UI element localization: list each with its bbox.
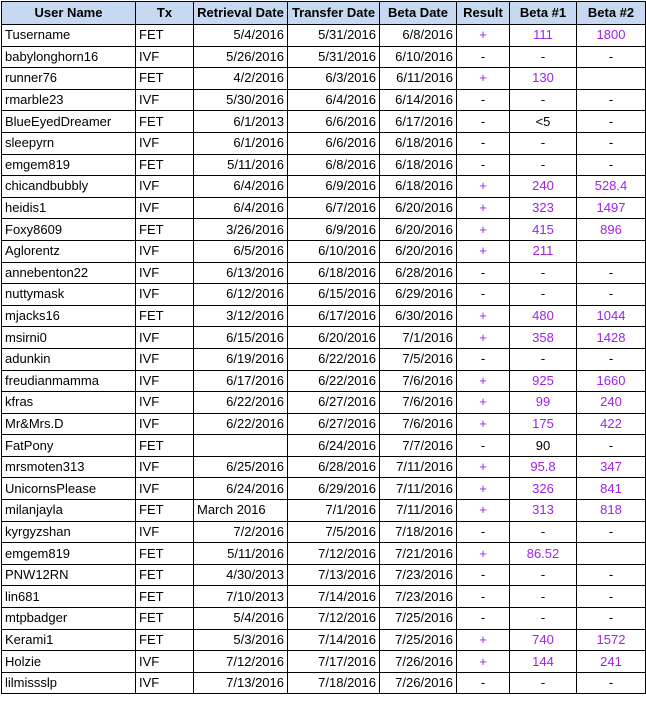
- beta-1-cell[interactable]: -: [510, 564, 577, 586]
- tx-cell[interactable]: IVF: [136, 651, 194, 673]
- tx-cell[interactable]: IVF: [136, 521, 194, 543]
- retrieval-date-cell[interactable]: 5/11/2016: [194, 543, 288, 565]
- tx-cell[interactable]: IVF: [136, 456, 194, 478]
- retrieval-date-cell[interactable]: 7/12/2016: [194, 651, 288, 673]
- transfer-date-cell[interactable]: 7/12/2016: [288, 543, 380, 565]
- result-cell[interactable]: +: [457, 25, 510, 47]
- retrieval-date-cell[interactable]: 7/10/2013: [194, 586, 288, 608]
- beta-2-cell[interactable]: -: [577, 111, 646, 133]
- transfer-date-cell[interactable]: 7/14/2016: [288, 629, 380, 651]
- beta-1-cell[interactable]: -: [510, 586, 577, 608]
- result-cell[interactable]: -: [457, 608, 510, 630]
- beta-1-cell[interactable]: 925: [510, 370, 577, 392]
- retrieval-date-cell[interactable]: 6/5/2016: [194, 240, 288, 262]
- table-row: [2, 456, 646, 478]
- header-beta-date[interactable]: Beta Date: [380, 2, 457, 25]
- table-row: [2, 197, 646, 219]
- table-row: [2, 413, 646, 435]
- result-cell[interactable]: -: [457, 46, 510, 68]
- tx-cell[interactable]: FET: [136, 154, 194, 176]
- tx-cell[interactable]: FET: [136, 629, 194, 651]
- beta-2-cell[interactable]: -: [577, 154, 646, 176]
- table-row: [2, 46, 646, 68]
- header-result[interactable]: Result: [457, 2, 510, 25]
- tx-cell[interactable]: FET: [136, 586, 194, 608]
- table-row: [2, 521, 646, 543]
- retrieval-date-cell[interactable]: 5/30/2016: [194, 89, 288, 111]
- transfer-date-cell[interactable]: 5/31/2016: [288, 25, 380, 47]
- tx-cell[interactable]: IVF: [136, 672, 194, 694]
- beta-2-cell[interactable]: [577, 68, 646, 90]
- beta-2-cell[interactable]: [577, 240, 646, 262]
- tx-cell[interactable]: IVF: [136, 478, 194, 500]
- retrieval-date-cell[interactable]: 6/13/2016: [194, 262, 288, 284]
- tx-cell[interactable]: FET: [136, 543, 194, 565]
- result-cell[interactable]: +: [457, 456, 510, 478]
- table-row: [2, 305, 646, 327]
- user-name-cell[interactable]: nuttymask: [2, 284, 136, 306]
- retrieval-date-cell[interactable]: 4/2/2016: [194, 68, 288, 90]
- beta-date-cell[interactable]: 7/6/2016: [380, 370, 457, 392]
- transfer-date-cell[interactable]: 7/14/2016: [288, 586, 380, 608]
- beta-date-cell[interactable]: 7/7/2016: [380, 435, 457, 457]
- beta-1-cell[interactable]: -: [510, 262, 577, 284]
- retrieval-date-cell[interactable]: 6/17/2016: [194, 370, 288, 392]
- beta-1-cell[interactable]: 90: [510, 435, 577, 457]
- header-user-name[interactable]: User Name: [2, 2, 136, 25]
- beta-2-cell[interactable]: 422: [577, 413, 646, 435]
- retrieval-date-cell[interactable]: 6/1/2013: [194, 111, 288, 133]
- result-cell[interactable]: +: [457, 327, 510, 349]
- result-cell[interactable]: +: [457, 413, 510, 435]
- beta-date-cell[interactable]: 6/8/2016: [380, 25, 457, 47]
- retrieval-date-cell[interactable]: 6/22/2016: [194, 413, 288, 435]
- beta-1-cell[interactable]: -: [510, 348, 577, 370]
- tx-cell[interactable]: IVF: [136, 89, 194, 111]
- beta-2-cell[interactable]: 1800: [577, 25, 646, 47]
- beta-date-cell[interactable]: 7/26/2016: [380, 672, 457, 694]
- transfer-date-cell[interactable]: 7/5/2016: [288, 521, 380, 543]
- beta-1-cell[interactable]: 313: [510, 500, 577, 522]
- tx-cell[interactable]: FET: [136, 25, 194, 47]
- user-name-cell[interactable]: babylonghorn16: [2, 46, 136, 68]
- user-name-cell[interactable]: emgem819: [2, 543, 136, 565]
- beta-1-cell[interactable]: -: [510, 672, 577, 694]
- header-row: [2, 2, 646, 25]
- transfer-date-cell[interactable]: 6/20/2016: [288, 327, 380, 349]
- user-name-cell[interactable]: kyrgyzshan: [2, 521, 136, 543]
- transfer-date-cell[interactable]: 6/28/2016: [288, 456, 380, 478]
- beta-2-cell[interactable]: -: [577, 608, 646, 630]
- retrieval-date-cell[interactable]: 6/1/2016: [194, 132, 288, 154]
- user-name-cell[interactable]: UnicornsPlease: [2, 478, 136, 500]
- beta-2-cell[interactable]: 1044: [577, 305, 646, 327]
- user-name-cell[interactable]: PNW12RN: [2, 564, 136, 586]
- beta-date-cell[interactable]: 6/20/2016: [380, 240, 457, 262]
- user-name-cell[interactable]: freudianmamma: [2, 370, 136, 392]
- tx-cell[interactable]: IVF: [136, 327, 194, 349]
- tx-cell[interactable]: IVF: [136, 284, 194, 306]
- table-row: [2, 435, 646, 457]
- result-cell[interactable]: +: [457, 651, 510, 673]
- header-beta-2[interactable]: Beta #2: [577, 2, 646, 25]
- beta-1-cell[interactable]: 86.52: [510, 543, 577, 565]
- result-cell[interactable]: -: [457, 435, 510, 457]
- tx-cell[interactable]: IVF: [136, 262, 194, 284]
- tx-cell[interactable]: IVF: [136, 176, 194, 198]
- beta-1-cell[interactable]: 740: [510, 629, 577, 651]
- result-cell[interactable]: +: [457, 629, 510, 651]
- beta-date-cell[interactable]: 7/11/2016: [380, 500, 457, 522]
- result-cell[interactable]: -: [457, 111, 510, 133]
- result-cell[interactable]: +: [457, 197, 510, 219]
- user-name-cell[interactable]: rmarble23: [2, 89, 136, 111]
- beta-2-cell[interactable]: 896: [577, 219, 646, 241]
- beta-date-cell[interactable]: 6/18/2016: [380, 176, 457, 198]
- result-cell[interactable]: +: [457, 240, 510, 262]
- beta-date-cell[interactable]: 7/25/2016: [380, 629, 457, 651]
- beta-date-cell[interactable]: 6/14/2016: [380, 89, 457, 111]
- retrieval-date-cell[interactable]: 3/26/2016: [194, 219, 288, 241]
- beta-date-cell[interactable]: 7/26/2016: [380, 651, 457, 673]
- beta-1-cell[interactable]: -: [510, 132, 577, 154]
- beta-1-cell[interactable]: -: [510, 154, 577, 176]
- table-row: [2, 543, 646, 565]
- tx-cell[interactable]: IVF: [136, 413, 194, 435]
- beta-date-cell[interactable]: 6/11/2016: [380, 68, 457, 90]
- user-name-cell[interactable]: runner76: [2, 68, 136, 90]
- beta-1-cell[interactable]: 358: [510, 327, 577, 349]
- result-cell[interactable]: -: [457, 132, 510, 154]
- transfer-date-cell[interactable]: 6/3/2016: [288, 68, 380, 90]
- beta-2-cell[interactable]: -: [577, 564, 646, 586]
- beta-1-cell[interactable]: 95.8: [510, 456, 577, 478]
- table-row: [2, 176, 646, 198]
- transfer-date-cell[interactable]: 6/6/2016: [288, 111, 380, 133]
- user-name-cell[interactable]: emgem819: [2, 154, 136, 176]
- beta-date-cell[interactable]: 7/18/2016: [380, 521, 457, 543]
- result-cell[interactable]: -: [457, 262, 510, 284]
- transfer-date-cell[interactable]: 5/31/2016: [288, 46, 380, 68]
- beta-1-cell[interactable]: 211: [510, 240, 577, 262]
- beta-2-cell[interactable]: 1660: [577, 370, 646, 392]
- transfer-date-cell[interactable]: 7/18/2016: [288, 672, 380, 694]
- beta-date-cell[interactable]: 6/28/2016: [380, 262, 457, 284]
- tx-cell[interactable]: FET: [136, 500, 194, 522]
- table-row: [2, 672, 646, 694]
- table-row: [2, 284, 646, 306]
- beta-2-cell[interactable]: -: [577, 435, 646, 457]
- transfer-date-cell[interactable]: 6/4/2016: [288, 89, 380, 111]
- beta-1-cell[interactable]: 144: [510, 651, 577, 673]
- result-cell[interactable]: +: [457, 392, 510, 414]
- beta-1-cell[interactable]: -: [510, 46, 577, 68]
- table-row: [2, 89, 646, 111]
- retrieval-date-cell[interactable]: 6/19/2016: [194, 348, 288, 370]
- tx-cell[interactable]: FET: [136, 564, 194, 586]
- beta-2-cell[interactable]: 818: [577, 500, 646, 522]
- beta-2-cell[interactable]: -: [577, 132, 646, 154]
- transfer-date-cell[interactable]: 7/12/2016: [288, 608, 380, 630]
- beta-date-cell[interactable]: 7/1/2016: [380, 327, 457, 349]
- tx-cell[interactable]: IVF: [136, 197, 194, 219]
- beta-1-cell[interactable]: 99: [510, 392, 577, 414]
- beta-2-cell[interactable]: -: [577, 521, 646, 543]
- table-row: [2, 327, 646, 349]
- user-name-cell[interactable]: adunkin: [2, 348, 136, 370]
- beta-date-cell[interactable]: 6/10/2016: [380, 46, 457, 68]
- table-row: [2, 564, 646, 586]
- transfer-date-cell[interactable]: 6/10/2016: [288, 240, 380, 262]
- tx-cell[interactable]: FET: [136, 219, 194, 241]
- beta-2-cell[interactable]: 841: [577, 478, 646, 500]
- table-row: [2, 219, 646, 241]
- retrieval-date-cell[interactable]: [194, 435, 288, 457]
- table-row: [2, 586, 646, 608]
- retrieval-date-cell[interactable]: 6/25/2016: [194, 456, 288, 478]
- retrieval-date-cell[interactable]: 6/4/2016: [194, 176, 288, 198]
- table-row: [2, 500, 646, 522]
- result-cell[interactable]: +: [457, 478, 510, 500]
- beta-2-cell[interactable]: 1572: [577, 629, 646, 651]
- transfer-date-cell[interactable]: 6/17/2016: [288, 305, 380, 327]
- retrieval-date-cell[interactable]: 6/12/2016: [194, 284, 288, 306]
- result-cell[interactable]: -: [457, 586, 510, 608]
- retrieval-date-cell[interactable]: 4/30/2013: [194, 564, 288, 586]
- tx-cell[interactable]: IVF: [136, 46, 194, 68]
- result-cell[interactable]: -: [457, 672, 510, 694]
- tx-cell[interactable]: FET: [136, 435, 194, 457]
- table-row: [2, 240, 646, 262]
- beta-2-cell[interactable]: -: [577, 284, 646, 306]
- beta-1-cell[interactable]: 130: [510, 68, 577, 90]
- user-name-cell[interactable]: kfras: [2, 392, 136, 414]
- header-beta-1[interactable]: Beta #1: [510, 2, 577, 25]
- tx-cell[interactable]: IVF: [136, 348, 194, 370]
- beta-2-cell[interactable]: -: [577, 672, 646, 694]
- beta-date-cell[interactable]: 6/17/2016: [380, 111, 457, 133]
- beta-date-cell[interactable]: 6/29/2016: [380, 284, 457, 306]
- retrieval-date-cell[interactable]: 5/4/2016: [194, 608, 288, 630]
- transfer-date-cell[interactable]: 6/24/2016: [288, 435, 380, 457]
- result-cell[interactable]: +: [457, 219, 510, 241]
- beta-date-cell[interactable]: 7/6/2016: [380, 392, 457, 414]
- result-cell[interactable]: -: [457, 521, 510, 543]
- beta-2-cell[interactable]: 1428: [577, 327, 646, 349]
- result-cell[interactable]: +: [457, 370, 510, 392]
- beta-date-cell[interactable]: 6/20/2016: [380, 197, 457, 219]
- beta-date-cell[interactable]: 7/11/2016: [380, 478, 457, 500]
- tx-cell[interactable]: FET: [136, 305, 194, 327]
- retrieval-date-cell[interactable]: 6/15/2016: [194, 327, 288, 349]
- transfer-date-cell[interactable]: 7/17/2016: [288, 651, 380, 673]
- user-name-cell[interactable]: Tusername: [2, 25, 136, 47]
- beta-1-cell[interactable]: 326: [510, 478, 577, 500]
- retrieval-date-cell[interactable]: 7/2/2016: [194, 521, 288, 543]
- header-tx[interactable]: Tx: [136, 2, 194, 25]
- beta-2-cell[interactable]: 528.4: [577, 176, 646, 198]
- beta-1-cell[interactable]: <5: [510, 111, 577, 133]
- transfer-date-cell[interactable]: 6/6/2016: [288, 132, 380, 154]
- beta-2-cell[interactable]: -: [577, 262, 646, 284]
- transfer-date-cell[interactable]: 6/8/2016: [288, 154, 380, 176]
- retrieval-date-cell[interactable]: 6/4/2016: [194, 197, 288, 219]
- user-name-cell[interactable]: Aglorentz: [2, 240, 136, 262]
- transfer-date-cell[interactable]: 6/27/2016: [288, 413, 380, 435]
- beta-date-cell[interactable]: 7/25/2016: [380, 608, 457, 630]
- beta-2-cell[interactable]: 240: [577, 392, 646, 414]
- result-cell[interactable]: +: [457, 543, 510, 565]
- transfer-date-cell[interactable]: 6/9/2016: [288, 176, 380, 198]
- beta-date-cell[interactable]: 6/18/2016: [380, 154, 457, 176]
- beta-date-cell[interactable]: 7/21/2016: [380, 543, 457, 565]
- beta-1-cell[interactable]: 323: [510, 197, 577, 219]
- transfer-date-cell[interactable]: 7/13/2016: [288, 564, 380, 586]
- transfer-date-cell[interactable]: 6/9/2016: [288, 219, 380, 241]
- table-row: [2, 651, 646, 673]
- table-row: [2, 392, 646, 414]
- result-cell[interactable]: -: [457, 154, 510, 176]
- retrieval-date-cell[interactable]: 5/26/2016: [194, 46, 288, 68]
- beta-1-cell[interactable]: -: [510, 608, 577, 630]
- result-cell[interactable]: -: [457, 89, 510, 111]
- table-row: [2, 608, 646, 630]
- beta-2-cell[interactable]: [577, 543, 646, 565]
- header-retrieval-date[interactable]: Retrieval Date: [194, 2, 288, 25]
- beta-2-cell[interactable]: 347: [577, 456, 646, 478]
- beta-date-cell[interactable]: 7/23/2016: [380, 564, 457, 586]
- header-transfer-date[interactable]: Transfer Date: [288, 2, 380, 25]
- user-name-cell[interactable]: Mr&Mrs.D: [2, 413, 136, 435]
- beta-1-cell[interactable]: 415: [510, 219, 577, 241]
- user-name-cell[interactable]: msirni0: [2, 327, 136, 349]
- beta-1-cell[interactable]: 240: [510, 176, 577, 198]
- table-row: [2, 629, 646, 651]
- beta-1-cell[interactable]: -: [510, 284, 577, 306]
- beta-2-cell[interactable]: 241: [577, 651, 646, 673]
- table-row: [2, 68, 646, 90]
- table-row: [2, 132, 646, 154]
- user-name-cell[interactable]: BlueEyedDreamer: [2, 111, 136, 133]
- tx-cell[interactable]: IVF: [136, 392, 194, 414]
- table-row: [2, 25, 646, 47]
- retrieval-date-cell[interactable]: 6/22/2016: [194, 392, 288, 414]
- transfer-date-cell[interactable]: 6/15/2016: [288, 284, 380, 306]
- tx-cell[interactable]: IVF: [136, 370, 194, 392]
- result-cell[interactable]: -: [457, 348, 510, 370]
- retrieval-date-cell[interactable]: 3/12/2016: [194, 305, 288, 327]
- transfer-date-cell[interactable]: 7/1/2016: [288, 500, 380, 522]
- table-row: [2, 154, 646, 176]
- retrieval-date-cell[interactable]: 6/24/2016: [194, 478, 288, 500]
- user-name-cell[interactable]: chicandbubbly: [2, 176, 136, 198]
- result-cell[interactable]: -: [457, 284, 510, 306]
- table-row: [2, 262, 646, 284]
- result-cell[interactable]: -: [457, 564, 510, 586]
- retrieval-date-cell[interactable]: 5/3/2016: [194, 629, 288, 651]
- beta-date-cell[interactable]: 6/18/2016: [380, 132, 457, 154]
- beta-results-table: [1, 1, 646, 694]
- user-name-cell[interactable]: Foxy8609: [2, 219, 136, 241]
- transfer-date-cell[interactable]: 6/18/2016: [288, 262, 380, 284]
- table-row: [2, 370, 646, 392]
- retrieval-date-cell[interactable]: 5/11/2016: [194, 154, 288, 176]
- user-name-cell[interactable]: mtpbadger: [2, 608, 136, 630]
- result-cell[interactable]: +: [457, 176, 510, 198]
- beta-date-cell[interactable]: 7/6/2016: [380, 413, 457, 435]
- beta-2-cell[interactable]: -: [577, 89, 646, 111]
- beta-1-cell[interactable]: 111: [510, 25, 577, 47]
- user-name-cell[interactable]: lin681: [2, 586, 136, 608]
- beta-2-cell[interactable]: 1497: [577, 197, 646, 219]
- retrieval-date-cell[interactable]: 7/13/2016: [194, 672, 288, 694]
- transfer-date-cell[interactable]: 6/7/2016: [288, 197, 380, 219]
- beta-date-cell[interactable]: 7/23/2016: [380, 586, 457, 608]
- beta-date-cell[interactable]: 6/30/2016: [380, 305, 457, 327]
- beta-2-cell[interactable]: -: [577, 348, 646, 370]
- beta-1-cell[interactable]: -: [510, 89, 577, 111]
- beta-2-cell[interactable]: -: [577, 586, 646, 608]
- user-name-cell[interactable]: Kerami1: [2, 629, 136, 651]
- beta-1-cell[interactable]: 175: [510, 413, 577, 435]
- beta-1-cell[interactable]: 480: [510, 305, 577, 327]
- user-name-cell[interactable]: milanjayla: [2, 500, 136, 522]
- transfer-date-cell[interactable]: 6/22/2016: [288, 370, 380, 392]
- user-name-cell[interactable]: sleepyrn: [2, 132, 136, 154]
- user-name-cell[interactable]: Holzie: [2, 651, 136, 673]
- beta-2-cell[interactable]: -: [577, 46, 646, 68]
- table-row: [2, 111, 646, 133]
- user-name-cell[interactable]: heidis1: [2, 197, 136, 219]
- user-name-cell[interactable]: mjacks16: [2, 305, 136, 327]
- tx-cell[interactable]: IVF: [136, 132, 194, 154]
- result-cell[interactable]: +: [457, 68, 510, 90]
- retrieval-date-cell[interactable]: March 2016: [194, 500, 288, 522]
- beta-date-cell[interactable]: 7/5/2016: [380, 348, 457, 370]
- beta-date-cell[interactable]: 7/11/2016: [380, 456, 457, 478]
- result-cell[interactable]: +: [457, 305, 510, 327]
- tx-cell[interactable]: FET: [136, 111, 194, 133]
- table-row: [2, 348, 646, 370]
- transfer-date-cell[interactable]: 6/27/2016: [288, 392, 380, 414]
- table-body: [2, 25, 646, 694]
- user-name-cell[interactable]: mrsmoten313: [2, 456, 136, 478]
- beta-date-cell[interactable]: 6/20/2016: [380, 219, 457, 241]
- user-name-cell[interactable]: FatPony: [2, 435, 136, 457]
- tx-cell[interactable]: FET: [136, 608, 194, 630]
- beta-1-cell[interactable]: -: [510, 521, 577, 543]
- user-name-cell[interactable]: annebenton22: [2, 262, 136, 284]
- transfer-date-cell[interactable]: 6/29/2016: [288, 478, 380, 500]
- tx-cell[interactable]: FET: [136, 68, 194, 90]
- table-row: [2, 478, 646, 500]
- transfer-date-cell[interactable]: 6/22/2016: [288, 348, 380, 370]
- result-cell[interactable]: +: [457, 500, 510, 522]
- retrieval-date-cell[interactable]: 5/4/2016: [194, 25, 288, 47]
- user-name-cell[interactable]: lilmissslp: [2, 672, 136, 694]
- tx-cell[interactable]: IVF: [136, 240, 194, 262]
